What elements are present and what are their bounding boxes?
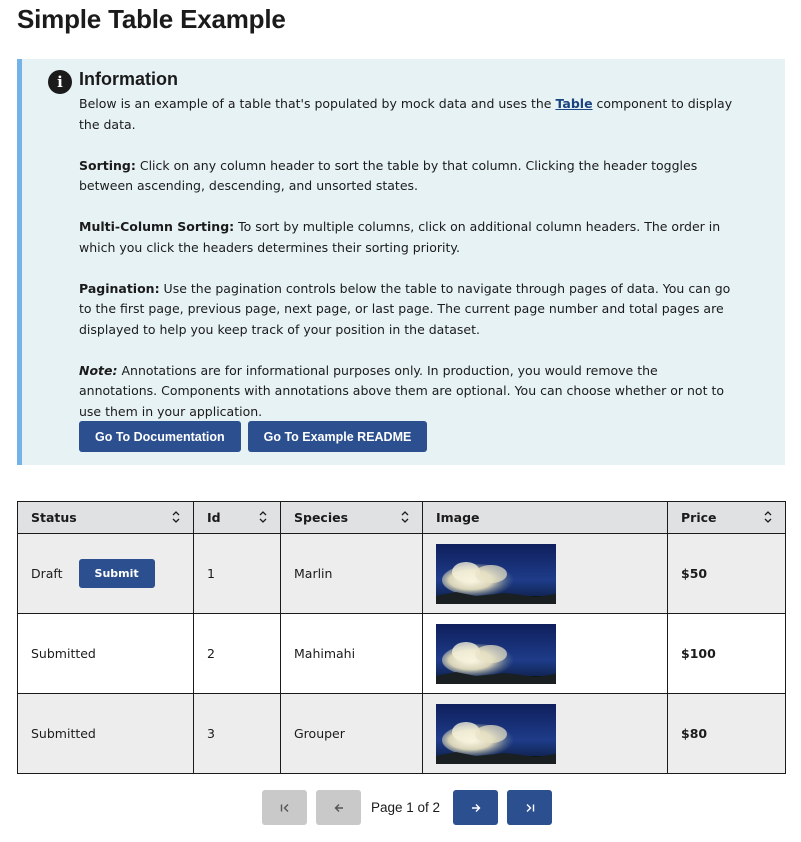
next-page-button[interactable] xyxy=(453,790,498,825)
cell-image xyxy=(423,694,668,774)
cell-status: Draft Submit xyxy=(18,534,194,614)
cell-id: 2 xyxy=(194,614,281,694)
arrow-right-icon xyxy=(470,802,482,814)
last-page-icon xyxy=(524,802,536,814)
table-row xyxy=(18,534,786,614)
pagination xyxy=(262,790,552,825)
column-header-status[interactable]: Status xyxy=(18,502,194,534)
cell-id: 1 xyxy=(194,534,281,614)
go-to-documentation-button[interactable]: Go To Documentation xyxy=(79,421,241,452)
alert-note: Note: Annotations are for informational purposes only. In production, you would remove the annotations. Components with annotations above them are optional. You can choose whether or not to use them in your application. xyxy=(79,362,725,419)
table-row xyxy=(18,614,786,694)
cell-price: $50 xyxy=(668,534,786,614)
cell-image xyxy=(423,534,668,614)
sky-cloud-image xyxy=(436,704,556,764)
cell-id: 3 xyxy=(194,694,281,774)
column-header-species[interactable]: Species xyxy=(281,502,423,534)
cell-species: Marlin xyxy=(281,534,423,614)
first-page-icon xyxy=(279,802,291,814)
column-header-price[interactable]: Price xyxy=(668,502,786,534)
cell-price: $80 xyxy=(668,694,786,774)
cell-price: $100 xyxy=(668,614,786,694)
cell-status: Submitted xyxy=(18,694,194,774)
sort-icon xyxy=(258,510,268,524)
table-docs-link[interactable]: Table xyxy=(555,96,593,111)
alert-body xyxy=(79,94,739,422)
cell-species: Grouper xyxy=(281,694,423,774)
go-to-readme-button[interactable]: Go To Example README xyxy=(248,421,428,452)
last-page-button[interactable] xyxy=(507,790,552,825)
data-table xyxy=(17,501,786,774)
sky-cloud-image xyxy=(436,544,556,604)
alert-sorting: Sorting: Click on any column header to sort the table by that column. Clicking the header toggles between ascending, descending, and unsorted states. xyxy=(79,157,698,193)
sort-icon xyxy=(171,510,181,524)
alert-intro: Below is an example of a table that's populated by mock data and uses the Table component to display the data. xyxy=(79,96,733,132)
sky-cloud-image xyxy=(436,624,556,684)
sort-icon xyxy=(763,510,773,524)
column-header-image: Image xyxy=(423,502,668,534)
column-header-id[interactable]: Id xyxy=(194,502,281,534)
page-title: Simple Table Example xyxy=(17,4,286,34)
page-indicator: Page 1 of 2 xyxy=(371,800,441,815)
alert-title: Information xyxy=(79,69,178,89)
submit-button[interactable]: Submit xyxy=(79,559,155,588)
info-icon: i xyxy=(48,70,72,94)
cell-image xyxy=(423,614,668,694)
cell-status: Submitted xyxy=(18,614,194,694)
sort-icon xyxy=(400,510,410,524)
alert-pagination: Pagination: Use the pagination controls below the table to navigate through pages of data. You can go to the first page, previous page, next page, or last page. The current page number and total pages are displayed to help you keep track of your position in the dataset. xyxy=(79,280,731,337)
table-header-row xyxy=(18,502,786,534)
first-page-button[interactable] xyxy=(262,790,307,825)
alert-button-row xyxy=(79,421,427,452)
info-alert xyxy=(17,59,785,465)
table-row xyxy=(18,694,786,774)
arrow-left-icon xyxy=(333,802,345,814)
previous-page-button[interactable] xyxy=(316,790,361,825)
alert-multi-sorting: Multi-Column Sorting: To sort by multiple columns, click on additional column headers. The order in which you click the headers determines their sorting priority. xyxy=(79,219,721,255)
cell-species: Mahimahi xyxy=(281,614,423,694)
